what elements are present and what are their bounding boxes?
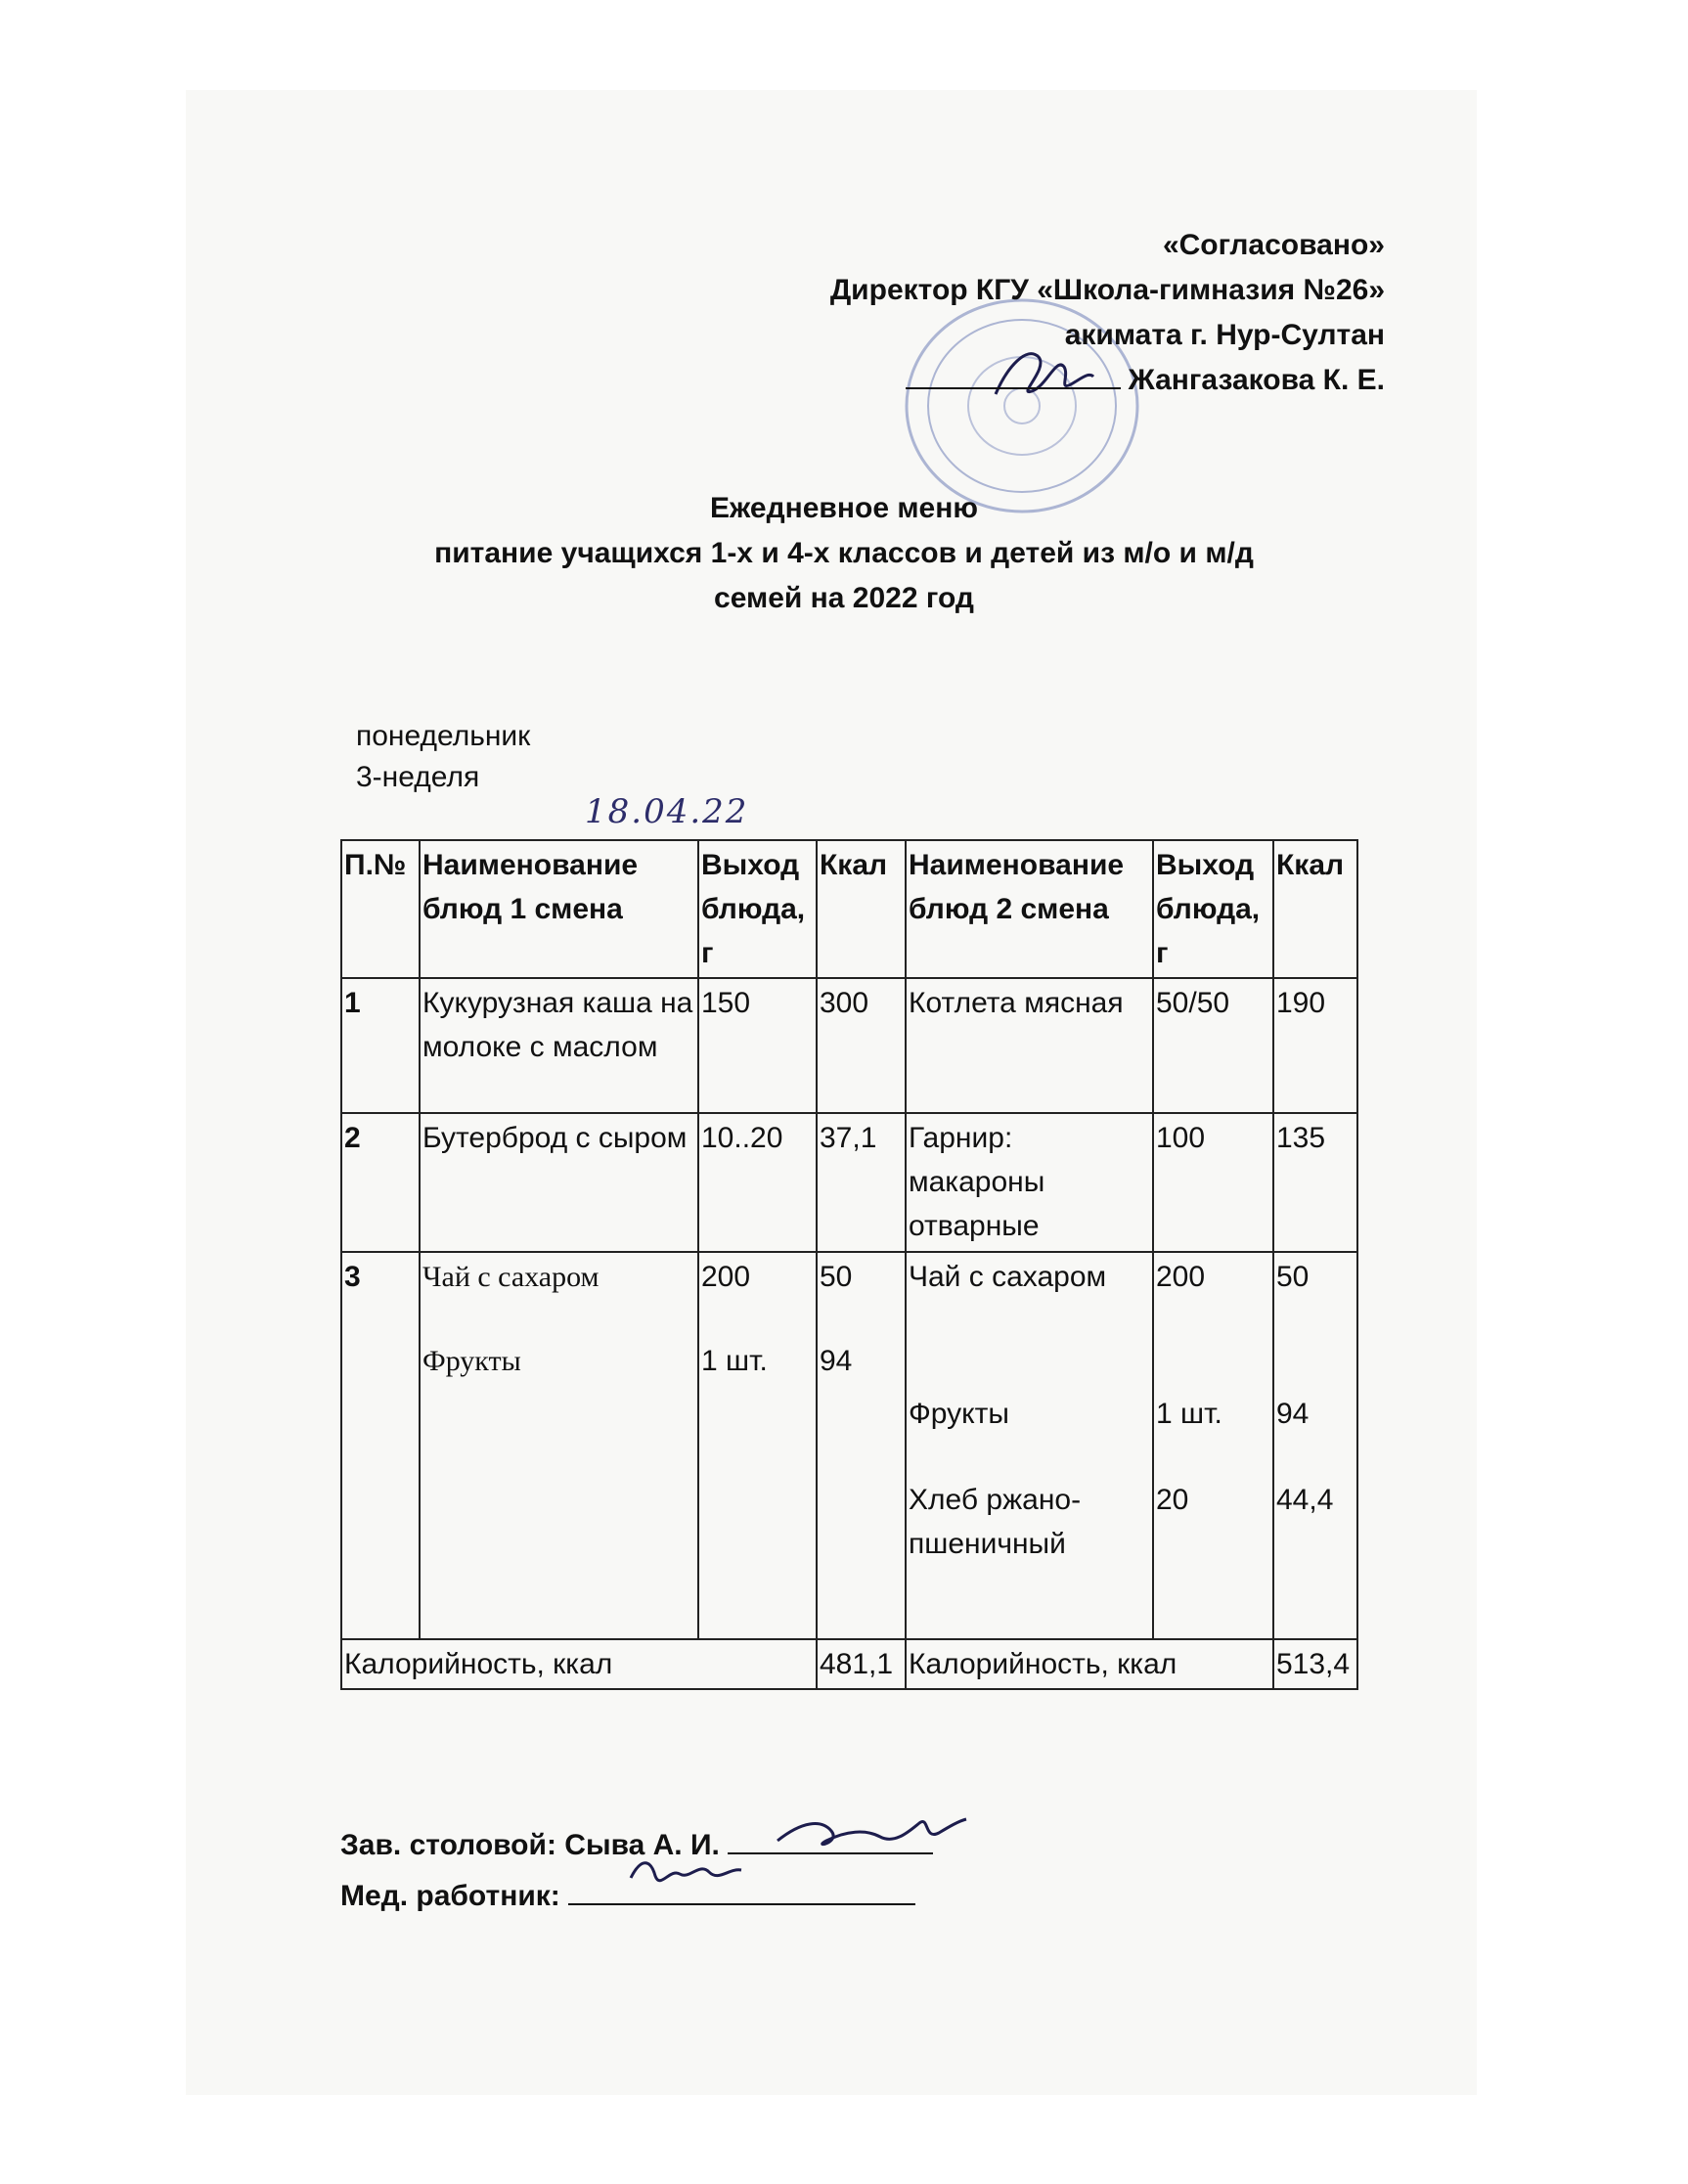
total-kcal-shift2: 513,4 bbox=[1273, 1639, 1357, 1689]
output-shift2: 100 bbox=[1153, 1113, 1273, 1252]
dish-shift2: Хлеб ржано-пшеничный bbox=[909, 1484, 1082, 1560]
kcal-shift2: 135 bbox=[1273, 1113, 1357, 1252]
director-name: Жангазакова К. Е. bbox=[1128, 364, 1385, 396]
table-header-row bbox=[341, 840, 1357, 978]
header-dish-shift2: Наименование блюд 2 смена bbox=[906, 840, 1153, 978]
medic-label: Мед. работник: bbox=[340, 1880, 560, 1912]
row-number: 2 bbox=[341, 1113, 420, 1252]
header-output-shift1: Выход блюда, г bbox=[698, 840, 817, 978]
kcal-shift1: 50 bbox=[820, 1261, 853, 1293]
output-shift2-cell bbox=[1153, 1252, 1273, 1639]
dish-shift1: Бутерброд с сыром bbox=[420, 1113, 698, 1252]
output-shift2: 1 шт. bbox=[1156, 1398, 1222, 1430]
dish-shift2: Гарнир: макароны отварные bbox=[906, 1113, 1153, 1252]
kcal-shift1: 37,1 bbox=[817, 1113, 906, 1252]
day-info bbox=[356, 716, 530, 798]
header-number: П.№ bbox=[341, 840, 420, 978]
handwritten-date: 18.04.22 bbox=[585, 792, 749, 831]
output-shift1-cell bbox=[698, 1252, 817, 1639]
medic-line bbox=[340, 1870, 933, 1921]
dish-shift2: Фрукты bbox=[909, 1398, 1009, 1430]
week-number: 3-неделя bbox=[356, 761, 480, 793]
title-line-2: питание учащихся 1-х и 4-х классов и детей из м/о и м/д bbox=[434, 537, 1254, 569]
approval-heading: «Согласовано» bbox=[1162, 229, 1385, 261]
canteen-head-line bbox=[340, 1819, 933, 1870]
output-shift2: 200 bbox=[1156, 1261, 1206, 1293]
kcal-shift2-cell bbox=[1273, 1252, 1357, 1639]
output-shift2: 50/50 bbox=[1153, 978, 1273, 1113]
total-kcal-shift1: 481,1 bbox=[817, 1639, 906, 1689]
kcal-shift2: 190 bbox=[1273, 978, 1357, 1113]
output-shift1: 150 bbox=[698, 978, 817, 1113]
total-label-shift1: Калорийность, ккал bbox=[341, 1639, 817, 1689]
totals-row bbox=[341, 1639, 1357, 1689]
dish-shift1: Чай с сахаром bbox=[422, 1261, 600, 1293]
kcal-shift1-cell bbox=[817, 1252, 906, 1639]
output-shift1: 10..20 bbox=[698, 1113, 817, 1252]
header-dish-shift1: Наименование блюд 1 смена bbox=[420, 840, 698, 978]
approval-block bbox=[830, 223, 1385, 403]
header-kcal-shift1: Ккал bbox=[817, 840, 906, 978]
menu-table bbox=[340, 839, 1358, 1690]
dish-shift2-cell bbox=[906, 1252, 1153, 1639]
approval-organization: акимата г. Нур-Султан bbox=[1064, 319, 1385, 351]
title-line-3: семей на 2022 год bbox=[714, 582, 974, 614]
title-line-1: Ежедневное меню bbox=[710, 492, 978, 524]
canteen-head-label: Зав. столовой: Сыва А. И. bbox=[340, 1829, 720, 1861]
weekday: понедельник bbox=[356, 720, 531, 752]
table-row bbox=[341, 1113, 1357, 1252]
table-row bbox=[341, 978, 1357, 1113]
approval-position: Директор КГУ «Школа-гимназия №26» bbox=[829, 274, 1385, 306]
signature-line bbox=[568, 1870, 915, 1905]
footer-signatures bbox=[340, 1819, 933, 1921]
signature-line bbox=[906, 358, 1121, 389]
dish-shift2: Чай с сахаром bbox=[909, 1261, 1107, 1293]
dish-shift2: Котлета мясная bbox=[906, 978, 1153, 1113]
header-output-shift2: Выход блюда, г bbox=[1153, 840, 1273, 978]
total-label-shift2: Калорийность, ккал bbox=[906, 1639, 1273, 1689]
output-shift1: 200 bbox=[701, 1261, 751, 1293]
approval-signatory bbox=[830, 358, 1385, 403]
signature-line bbox=[728, 1819, 933, 1854]
output-shift1: 1 шт. bbox=[701, 1345, 768, 1377]
kcal-shift2: 94 bbox=[1276, 1398, 1310, 1430]
table-row bbox=[341, 1252, 1357, 1639]
document-title bbox=[0, 486, 1688, 621]
dish-shift1-cell bbox=[420, 1252, 698, 1639]
row-number: 1 bbox=[341, 978, 420, 1113]
kcal-shift2: 44,4 bbox=[1276, 1484, 1334, 1516]
row-number: 3 bbox=[341, 1252, 420, 1639]
output-shift2: 20 bbox=[1156, 1484, 1189, 1516]
dish-shift1: Кукурузная каша на молоке с маслом bbox=[420, 978, 698, 1113]
kcal-shift2: 50 bbox=[1276, 1261, 1310, 1293]
kcal-shift1: 300 bbox=[817, 978, 906, 1113]
dish-shift1: Фрукты bbox=[422, 1345, 521, 1377]
kcal-shift1: 94 bbox=[820, 1345, 853, 1377]
header-kcal-shift2: Ккал bbox=[1273, 840, 1357, 978]
